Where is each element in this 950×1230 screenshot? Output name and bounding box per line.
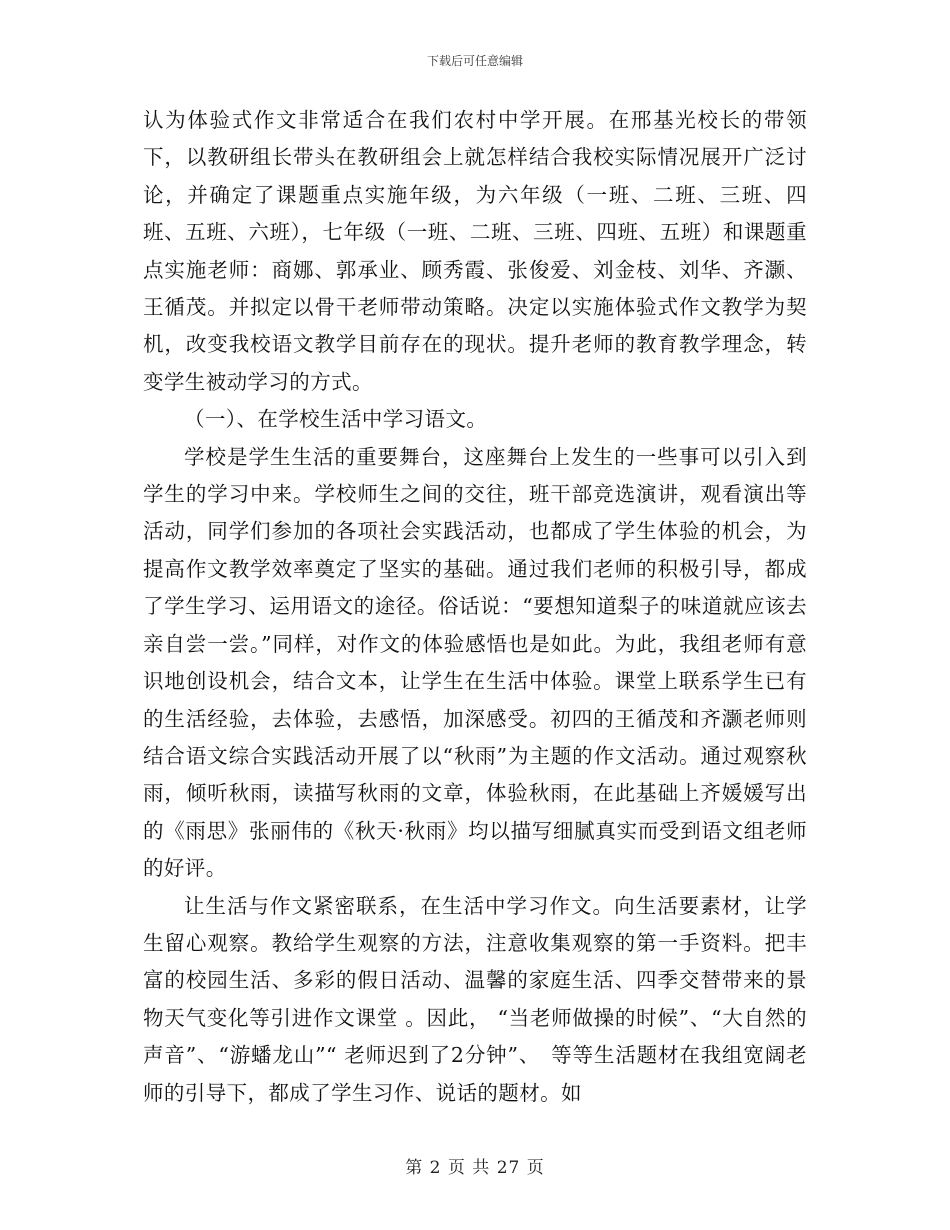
section-heading: （一）、在学校生活中学习语文。 xyxy=(184,407,488,432)
document-body xyxy=(143,102,807,1112)
page-header-note: 下载后可任意编辑 xyxy=(426,54,523,68)
paragraph-school-life: 学校是学生生活的重要舞台，这座舞台上发生的一些事可以引入到学生的学习中来。学校师生之间的交往，班干部竞选演讲，观看演出等活动，同学们参加的各项社会实践活动，也都成了学生体验的机会，为提高作文教学效率奠定了坚实的基础。通过我们老师的积极引导，都成了学生学习、运用语文的途径。俗话说：“要想知道梨子的味道就应该去亲自尝一尝。”同样，对作文的体验感悟也是如此。为此，我组老师有意识地创设机会，结合文本，让学生在生活中体验。课堂上联系学生已有的生活经验，去体验，去感悟，加深感受。初四的王循茂和齐灏老师则结合语文综合实践活动开展了以“秋雨”为主题的作文活动。通过观察秋雨，倾听秋雨，读描写秋雨的文章，体验秋雨，在此基础上齐媛媛写出的《雨思》张丽伟的《秋天·秋雨》均以描写细腻真实而受到语文组老师的好评。 xyxy=(143,444,807,881)
page-number: 第 2 页 共 27 页 xyxy=(405,1158,545,1178)
paragraph-life-writing: 让生活与作文紧密联系，在生活中学习作文。向生活要素材，让学生留心观察。教给学生观察的方法，注意收集观察的第一手资料。把丰富的校园生活、多彩的假日活动、温馨的家庭生活、四季交替带来的景物天气变化等引进作文课堂 。因此， “当老师做操的时候”、“大自然的声音”、“游蟠龙山”“ 老师迟到了2分钟”、 等等生活题材在我组宽阔老师的引导下，都成了学生习作、说话的题材。如 xyxy=(143,893,807,1105)
paragraph-continuation: 认为体验式作文非常适合在我们农村中学开展。在邢基光校长的带领下，以教研组长带头在教研组会上就怎样结合我校实际情况展开广泛讨论，并确定了课题重点实施年级，为六年级（一班、二班、三班、四班、五班、六班），七年级（一班、二班、三班、四班、五班）和课题重点实施老师：商娜、郭承业、顾秀霞、张俊爱、刘金枝、刘华、齐灏、王循茂。并拟定以骨干老师带动策略。决定以实施体验式作文教学为契机，改变我校语文教学目前存在的现状。提升老师的教育教学理念，转变学生被动学习的方式。 xyxy=(143,108,807,394)
